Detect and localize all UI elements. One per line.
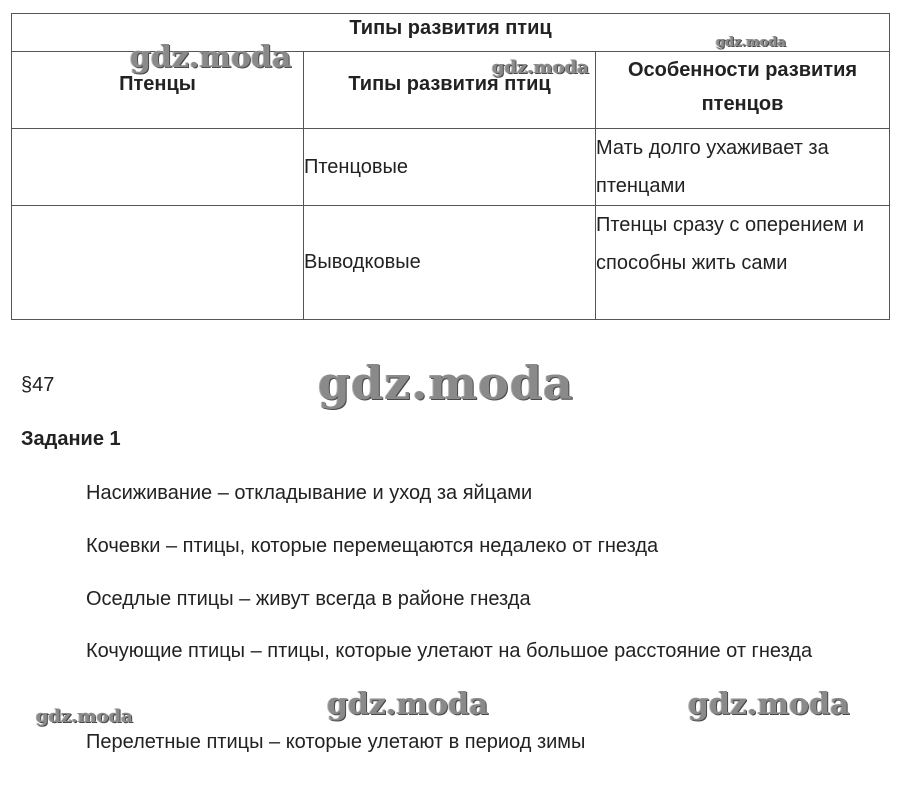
watermark: gdz.moda xyxy=(716,35,787,50)
definition-item: Кочующие птицы – птицы, которые улетают на большое расстояние от гнезда xyxy=(86,640,813,662)
watermark: gdz.moda xyxy=(327,687,489,722)
table-cell-chicks xyxy=(12,129,304,206)
watermark: gdz.moda xyxy=(688,687,850,722)
table-cell-features: Мать долго ухаживает за птенцами xyxy=(596,129,890,206)
watermark: gdz.moda xyxy=(36,706,133,727)
table-row xyxy=(12,129,890,206)
definition-item: Перелетные птицы – которые улетают в период зимы xyxy=(86,731,586,753)
definition-item: Насиживание – откладывание и уход за яйцами xyxy=(86,482,533,504)
watermark: gdz.moda xyxy=(130,40,292,75)
column-header-features: Особенности развития птенцов xyxy=(596,52,890,129)
section-number: §47 xyxy=(21,374,55,396)
table-cell-features: Птенцы сразу с оперением и способны жить сами xyxy=(596,206,890,320)
table-title: Типы развития птиц xyxy=(12,14,890,52)
definition-item: Кочевки – птицы, которые перемещаются недалеко от гнезда xyxy=(86,535,659,557)
task-title: Задание 1 xyxy=(21,428,121,450)
column-header-types: Типы развития птиц xyxy=(304,52,596,129)
watermark: gdz.moda xyxy=(492,57,589,78)
table-cell-type: Птенцовые xyxy=(304,129,596,206)
definition-item: Оседлые птицы – живут всегда в районе гнезда xyxy=(86,588,531,610)
table-cell-chicks xyxy=(12,206,304,320)
column-header-chicks: Птенцы xyxy=(12,52,304,129)
table-cell-type: Выводковые xyxy=(304,206,596,320)
watermark: gdz.moda xyxy=(318,356,574,410)
table-row xyxy=(12,206,890,320)
